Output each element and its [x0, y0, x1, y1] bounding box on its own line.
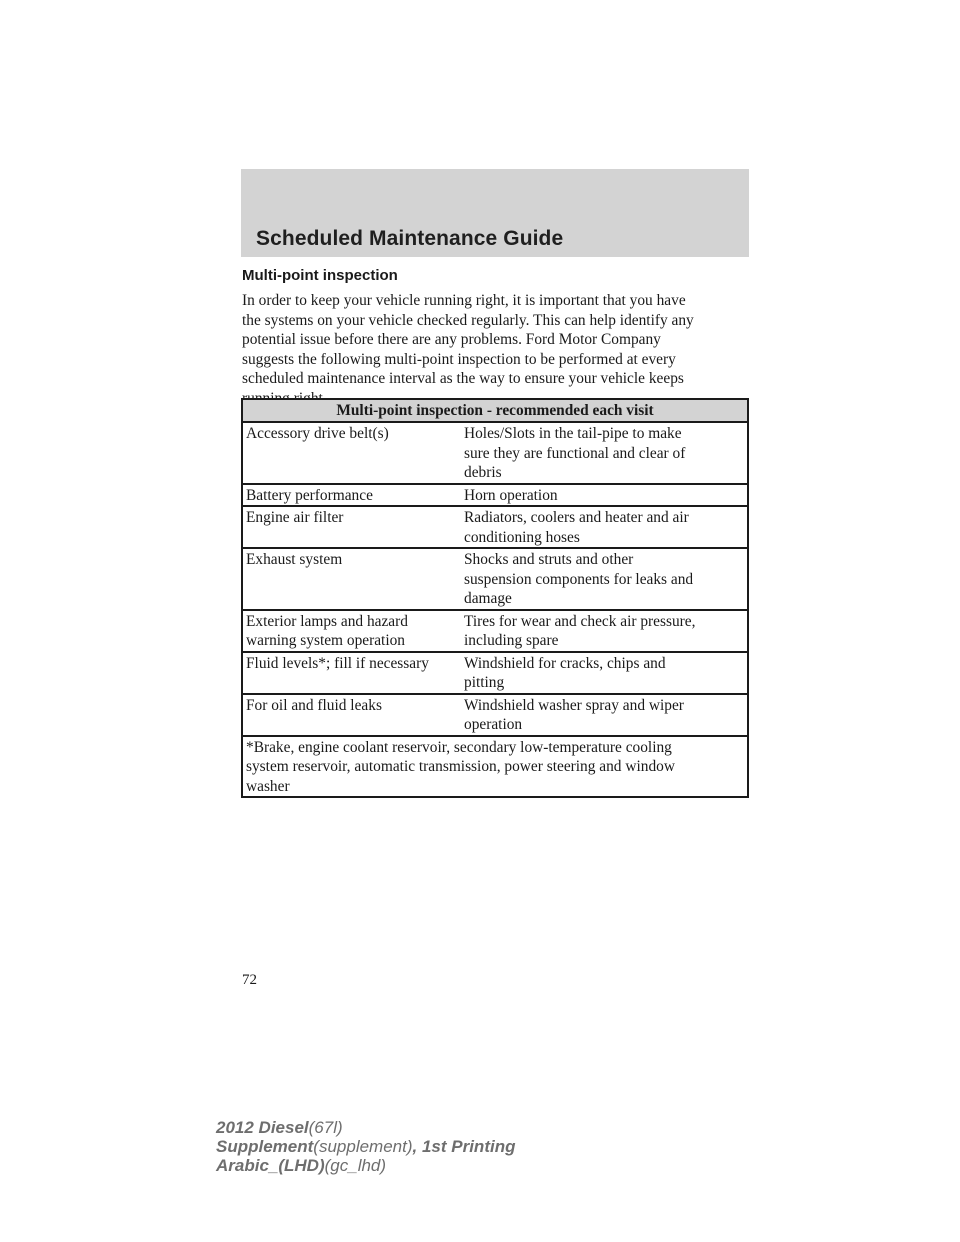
footer-model: 2012 Diesel [216, 1118, 309, 1137]
intro-paragraph: In order to keep your vehicle running right, it is important that you have the systems on your vehicle checked regularly. This can help identify any potential issue before there are any problems. Ford Motor Company suggests the following multi-point inspection to be performed at every scheduled maintenance interval as the way to ensure your vehicle keeps [242, 292, 694, 388]
footer-line-1 [216, 1118, 515, 1137]
table-cell-right: Holes/Slots in the tail-pipe to make sure they are functional and clear of debris [461, 422, 748, 484]
print-footer [216, 1118, 515, 1175]
footer-printing: , 1st Printing [412, 1137, 516, 1156]
table-cell-right: Shocks and struts and other suspension components for leaks and damage [461, 548, 748, 610]
table-cell-left: Fluid levels*; fill if necessary [242, 652, 461, 694]
table-cell-left: Accessory drive belt(s) [242, 422, 461, 484]
table-cell-right: Horn operation [461, 484, 748, 507]
inspection-table [241, 398, 749, 798]
table-cell-left: For oil and fluid leaks [242, 694, 461, 736]
table-row [242, 652, 748, 694]
table-row [242, 422, 748, 484]
footer-line-2 [216, 1137, 515, 1156]
footer-market-code: (gc_lhd) [324, 1156, 387, 1175]
table-cell-right: Radiators, coolers and heater and air conditioning hoses [461, 506, 748, 548]
table-cell-right: Tires for wear and check air pressure, including spare [461, 610, 748, 652]
header-band [241, 169, 749, 257]
section-heading: Multi-point inspection [242, 267, 398, 284]
table-row [242, 484, 748, 507]
table-row [242, 694, 748, 736]
table-row [242, 506, 748, 548]
footer-line-3 [216, 1156, 515, 1175]
page-title: Scheduled Maintenance Guide [256, 227, 564, 250]
footer-doc-type: Supplement [216, 1137, 314, 1156]
table-footnote: *Brake, engine coolant reservoir, secondary low-temperature cooling system reservoir, automatic transmission, power steering and window washer [242, 736, 748, 798]
footer-model-code: (67l) [308, 1118, 343, 1137]
footer-market: Arabic_(LHD) [216, 1156, 325, 1175]
table-cell-left: Exterior lamps and hazard warning system operation [242, 610, 461, 652]
table-cell-right: Windshield washer spray and wiper operation [461, 694, 748, 736]
table-header-row [242, 399, 748, 422]
table-cell-left: Exhaust system [242, 548, 461, 610]
table-header: Multi-point inspection - recommended each visit [242, 399, 748, 422]
footer-doc-code: (supplement) [313, 1137, 413, 1156]
table-cell-right: Windshield for cracks, chips and pitting [461, 652, 748, 694]
table-row [242, 610, 748, 652]
table-cell-left: Engine air filter [242, 506, 461, 548]
table-cell-left: Battery performance [242, 484, 461, 507]
table-footnote-row [242, 736, 748, 798]
table-row [242, 548, 748, 610]
page-number: 72 [242, 972, 257, 988]
